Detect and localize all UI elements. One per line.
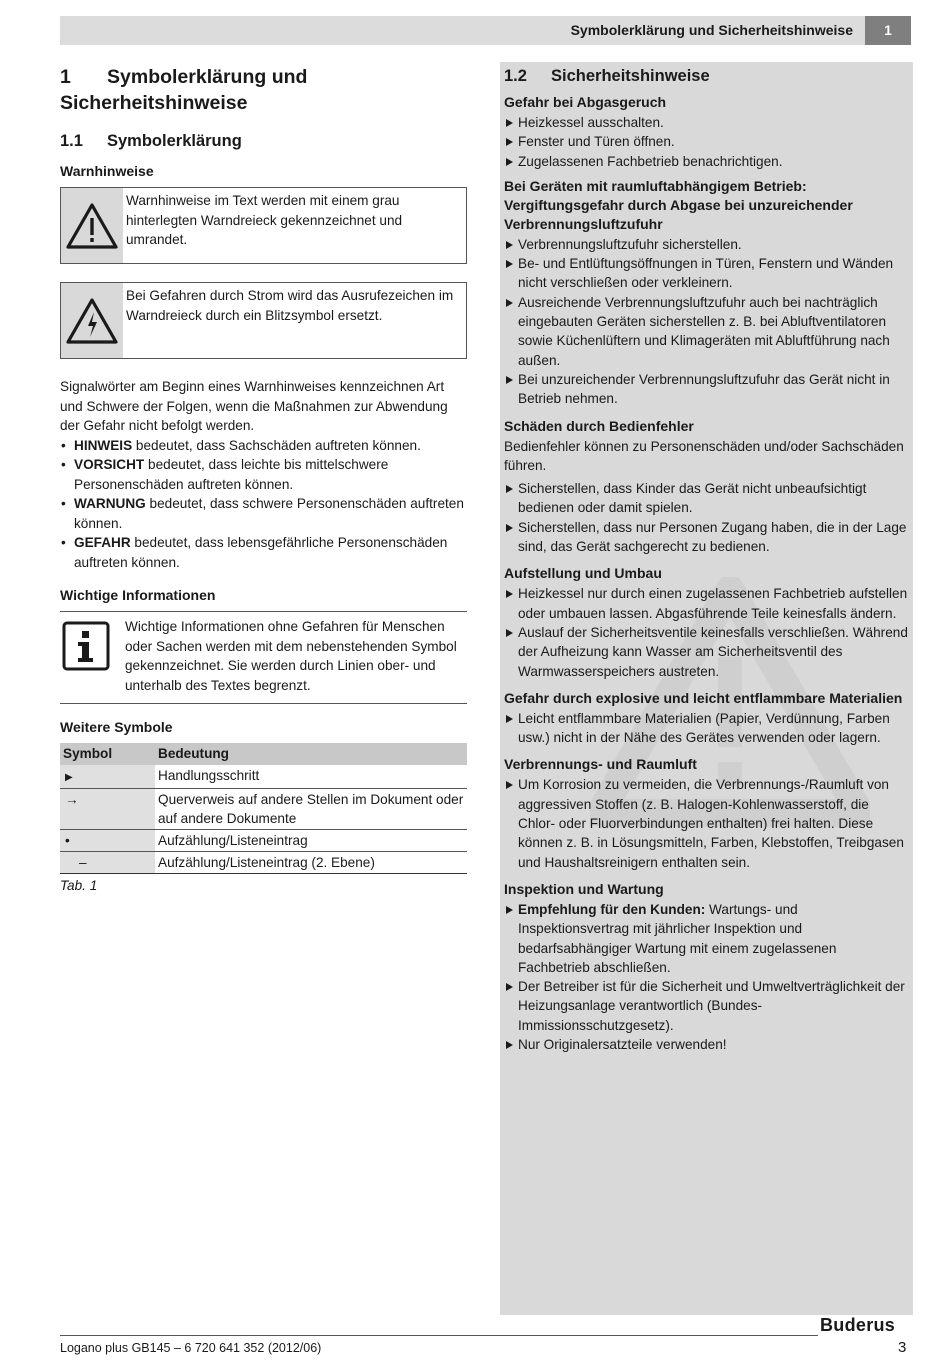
table-cell: Aufzählung/Listeneintrag: [155, 830, 467, 852]
list-item: Heizkessel ausschalten.: [504, 113, 909, 132]
list-item: Verbrennungsluftzufuhr sicherstellen.: [504, 235, 909, 254]
signal-words-list: [60, 436, 467, 573]
list-item: Zugelassenen Fachbetrieb benachrichtigen.: [504, 152, 909, 171]
combustion-air-steps: [504, 775, 909, 871]
info-icon: [60, 617, 125, 695]
electric-warning-box: [60, 282, 467, 359]
chapter-number: 1: [865, 16, 911, 45]
page-number: 3: [898, 1339, 907, 1356]
chapter-heading: 1 Symbolerklärung und Sicherheitshinweise: [60, 66, 308, 114]
list-item: Nur Originalersatzteile verwenden!: [504, 1035, 909, 1054]
header-title: Symbolerklärung und Sicherheitshinweise: [570, 22, 853, 38]
flammable-materials-heading: Gefahr durch explosive und leicht entflammbare Materialien: [504, 689, 903, 706]
action-step-symbol: ▶: [60, 765, 155, 789]
installation-steps: [504, 584, 909, 680]
list-item: Heizkessel nur durch einen zugelassenen Fachbetrieb aufstellen oder umbauen lassen. Abgasführende Teile keinesfalls ändern.: [504, 584, 909, 623]
list-item: Bei unzureichender Verbrennungsluftzufuhr das Gerät nicht in Betrieb nehmen.: [504, 370, 909, 409]
list-item: Empfehlung für den Kunden: Wartungs- und Inspektionsvertrag mit jährlicher Inspektion und bedarfsabhängiger Wartung mit einem zugelassenen Fachbetrieb abschließen.: [504, 900, 909, 977]
section-heading-symbols: 1.1 Symbolerklärung: [60, 132, 242, 150]
warning-box: [60, 187, 467, 264]
operating-errors-intro: Bedienfehler können zu Personenschäden und/oder Sachschäden führen.: [504, 438, 904, 473]
exhaust-smell-steps: [504, 113, 909, 171]
operating-errors-heading: Schäden durch Bedienfehler: [504, 417, 694, 434]
room-air-steps: [504, 235, 909, 409]
electric-warning-text: Bei Gefahren durch Strom wird das Ausrufezeichen im Warndreieck durch ein Blitzsymbol ersetzt.: [126, 288, 454, 323]
list-item: Sicherstellen, dass nur Personen Zugang haben, die in der Lage sind, das Gerät sachgerecht zu bedienen.: [504, 518, 909, 557]
table-row: [60, 765, 467, 789]
info-box: [60, 611, 467, 704]
more-symbols-heading: Weitere Symbole: [60, 719, 173, 735]
room-air-heading: Bei Geräten mit raumluftabhängigem Betrieb: Vergiftungsgefahr durch Abgase bei unzureichender Verbrennungsluftzufuhr: [504, 177, 853, 232]
warning-triangle-icon: [61, 188, 123, 263]
list-item: • HINWEIS bedeutet, dass Sachschäden auftreten können.: [60, 436, 467, 456]
list-item: Be- und Entlüftungsöffnungen in Türen, Fenstern und Wänden nicht verschließen oder verkleinern.: [504, 254, 909, 293]
warning-box-text: Warnhinweise im Text werden mit einem grau hinterlegten Warndreieck gekennzeichnet und umrandet.: [126, 193, 403, 247]
cross-reference-symbol: →: [60, 789, 155, 830]
operating-errors-steps: [504, 479, 909, 556]
table-row: [60, 789, 467, 830]
bullet-symbol: •: [60, 830, 155, 852]
list-item: Auslauf der Sicherheitsventile keinesfalls verschließen. Während der Aufheizung kann Wasser am Sicherheitsventil des Warmwasserspeichers austreten.: [504, 623, 909, 681]
list-item: Um Korrosion zu vermeiden, die Verbrennungs-/Raumluft von aggressiven Stoffen (z. B. Halogen-Kohlenwasserstoff, die Chlor- oder Fluorverbindungen enthalten) frei halten. Diese können z. B. in Lösungsmitteln, Farben, Klebstoffen, Treibgasen und Haushaltsreinigern enthalten sein.: [504, 775, 909, 871]
signal-words-intro: Signalwörter am Beginn eines Warnhinweises kennzeichnen Art und Schwere der Folgen, wenn die Maßnahmen zur Abwendung der Gefahr nicht befolgt werden.: [60, 379, 448, 433]
table-header-symbol: Symbol: [60, 743, 155, 765]
table-row: [60, 852, 467, 874]
warnings-heading: Warnhinweise: [60, 163, 154, 179]
inspection-steps: [504, 900, 909, 1054]
list-item: Sicherstellen, dass Kinder das Gerät nicht unbeaufsichtigt bedienen oder damit spielen.: [504, 479, 909, 518]
flammable-materials-steps: [504, 709, 909, 748]
installation-heading: Aufstellung und Umbau: [504, 565, 662, 582]
list-item: • GEFAHR bedeutet, dass lebensgefährliche Personenschäden auftreten können.: [60, 533, 467, 572]
table-cell: Aufzählung/Listeneintrag (2. Ebene): [155, 852, 467, 874]
table-row: [60, 830, 467, 852]
footer-divider: [60, 1335, 818, 1336]
table-caption: Tab. 1: [60, 878, 98, 893]
safety-panel: [500, 62, 913, 1315]
list-item: • VORSICHT bedeutet, dass leichte bis mittelschwere Personenschäden auftreten können.: [60, 455, 467, 494]
list-item: Ausreichende Verbrennungsluftzufuhr auch bei nachträglich eingebauten Geräten sicherstellen z. B. bei Abluftventilatoren sowie Küchenlüftern und Klimageräten mit Abluftführung nach außen.: [504, 293, 909, 370]
inspection-heading: Inspektion und Wartung: [504, 880, 664, 897]
table-cell: Querverweis auf andere Stellen im Dokument oder auf andere Dokumente: [155, 789, 467, 830]
exhaust-smell-heading: Gefahr bei Abgasgeruch: [504, 94, 667, 110]
table-cell: Handlungsschritt: [155, 765, 467, 789]
list-item: Leicht entflammbare Materialien (Papier, Verdünnung, Farben usw.) nicht in der Nähe des Gerätes verwenden oder lagern.: [504, 709, 909, 748]
list-item: Fenster und Türen öffnen.: [504, 132, 909, 151]
brand-logo: Buderus: [820, 1315, 896, 1335]
left-column: [60, 62, 467, 896]
combustion-air-heading: Verbrennungs- und Raumluft: [504, 756, 697, 773]
section-heading-safety: 1.2 Sicherheitshinweise: [504, 67, 710, 85]
table-header-meaning: Bedeutung: [155, 743, 467, 765]
list-item: Der Betreiber ist für die Sicherheit und Umweltverträglichkeit der Heizungsanlage verantwortlich (Bundes-Immissionsschutzgesetz).: [504, 977, 909, 1035]
info-box-text: Wichtige Informationen ohne Gefahren für Menschen oder Sachen werden mit dem nebenstehenden Symbol gekennzeichnet. Sie werden durch Linien ober- und unterhalb des Textes begrenzt.: [125, 619, 457, 693]
dash-symbol: –: [60, 852, 155, 874]
symbols-table: [60, 743, 467, 874]
page-header: [60, 16, 911, 45]
list-item: • WARNUNG bedeutet, dass schwere Personenschäden auftreten können.: [60, 494, 467, 533]
footer-doc-reference: Logano plus GB145 – 6 720 641 352 (2012/06): [60, 1341, 322, 1355]
electric-warning-icon: [61, 283, 123, 358]
important-info-heading: Wichtige Informationen: [60, 587, 216, 603]
